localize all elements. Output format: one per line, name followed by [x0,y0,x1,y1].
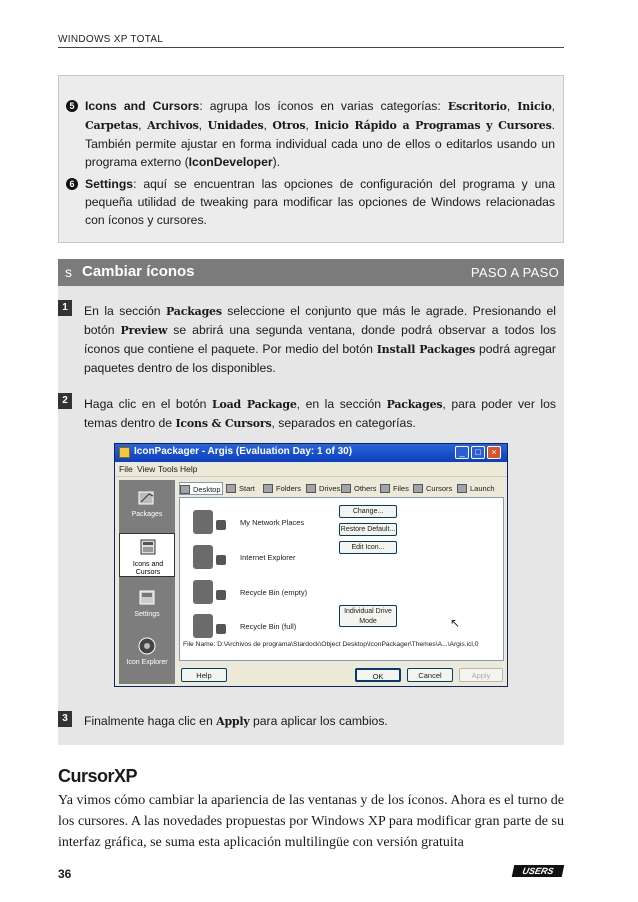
menu-bar [115,462,507,477]
item-number-badge: 6 [66,178,78,190]
recycle-bin-full-small-icon [216,624,226,634]
list-item[interactable]: My Network Places [188,508,338,538]
close-icon[interactable]: × [487,446,501,459]
desktop-icon [180,485,190,494]
nav-packages[interactable]: Packages [119,484,175,528]
change-button[interactable]: Change... [339,505,397,518]
cursor-arrow-icon: ↖ [450,616,461,630]
menu-help[interactable]: Help [180,464,198,474]
cancel-button[interactable]: Cancel [407,668,453,682]
tab-start[interactable]: Start [226,482,255,495]
menu-view[interactable]: View [137,464,156,474]
network-places-small-icon [216,520,226,530]
step-number: 1 [58,300,72,316]
info-item-text: Settings: aquí se encuentran las opciones de configuración del programa y una pequeña utilidad de tweaking para modificar las opciones de Windows relacionadas con íconos y cursores. [85,177,555,227]
list-item[interactable]: Recycle Bin (empty) [188,578,338,608]
individual-drive-mode-button[interactable]: Individual Drive Mode [339,605,397,627]
app-icon [119,447,130,458]
step-tag: PASO A PASO [470,265,559,280]
step-title: Cambiar íconos [82,263,195,280]
step-number: 2 [58,393,72,409]
section-icon: s [65,264,72,280]
page-number: 36 [58,867,72,881]
step-header [58,259,564,286]
menu-file[interactable]: File [119,464,133,474]
item-number-badge: 5 [66,100,78,112]
packages-icon [137,488,157,508]
files-icon [380,484,390,493]
ok-button[interactable]: OK [355,668,401,682]
edit-icon-button[interactable]: Edit Icon... [339,541,397,554]
nav-icons-and-cursors[interactable]: Icons and Cursors [119,533,175,577]
cursors-icon [413,484,423,493]
help-button[interactable]: Help [181,668,227,682]
internet-explorer-icon [193,545,213,569]
step-number: 3 [58,711,72,727]
nav-sidebar [119,480,175,684]
folders-icon [263,484,273,493]
tab-desktop[interactable]: Desktop [179,482,223,495]
body-paragraph: Ya vimos cómo cambiar la apariencia de las ventanas y de los íconos. Ahora es el turno de los cursores. A las novedades propuestas por Windows XP para modificar gran parte de su interfaz gráfica, se suma esta aplicación multilingüe con versión gratuita [58,793,564,850]
info-item-text: Icons and Cursors: agrupa los íconos en varias categorías: Escritorio, Inicio, Carpetas, Archivos, Unidades, Otros, Inicio Rápido a Programas y Cursores. También permite ajustar en forma individual cada uno de ellos o editarlos usando un programa externo (IconDeveloper). [85,99,555,169]
window-title: IconPackager - Argis (Evaluation Day: 1 of 30) [134,446,353,457]
users-logo: USERS [512,865,565,877]
recycle-bin-empty-icon [193,580,213,604]
recycle-bin-empty-small-icon [216,590,226,600]
drives-icon [306,484,316,493]
maximize-icon[interactable]: □ [471,446,485,459]
tab-drives[interactable]: Drives [306,482,340,495]
apply-button[interactable]: Apply [459,668,503,682]
header-rule [58,47,564,48]
step-text: Haga clic en el botón Load Package, en la sección Packages, para poder ver los temas dentro de Icons & Cursors, separados en categorías. [84,397,556,430]
tab-cursors[interactable]: Cursors [413,482,452,495]
minimize-icon[interactable]: _ [455,446,469,459]
nav-settings[interactable]: Settings [119,584,175,628]
icons-and-cursors-icon [138,538,158,558]
list-item[interactable]: Internet Explorer [188,543,338,573]
recycle-bin-full-icon [193,614,213,638]
tab-launch[interactable]: Launch [457,482,495,495]
file-name-path: File Name: D:\Archivos de programa\Stardock\Object Desktop\IconPackager\Themes\A...\Argis.icl,0 [183,641,479,648]
menu-tools[interactable]: Tools [158,464,178,474]
network-places-icon [193,510,213,534]
others-icon [341,484,351,493]
window-titlebar [115,444,507,462]
category-tabs [179,482,505,496]
tab-files[interactable]: Files [380,482,409,495]
restore-default-button[interactable]: Restore Default... [339,523,397,536]
list-item[interactable]: Recycle Bin (full) [188,612,338,642]
nav-icon-explorer[interactable]: Icon Explorer [119,632,175,676]
icons-panel [179,497,504,661]
info-box [58,75,564,243]
icon-explorer-icon [137,636,157,656]
tab-folders[interactable]: Folders [263,482,301,495]
step-text: Finalmente haga clic en Apply para aplicar los cambios. [84,714,388,728]
tab-others[interactable]: Others [341,482,377,495]
internet-explorer-small-icon [216,555,226,565]
start-icon [226,484,236,493]
settings-icon [137,588,157,608]
running-header: WINDOWS XP TOTAL [58,34,164,45]
step-by-step-section [58,259,564,745]
iconpackager-window [114,443,508,687]
step-text: En la sección Packages seleccione el conjunto que más le agrade. Presionando el botón Preview se abrirá una segunda ventana, donde podrá observar a todos los íconos que contiene el paquete. Por medio del botón Install Packages podrá agregar paquetes dentro de los disponibles. [84,304,557,375]
launch-icon [457,484,467,493]
section-heading: CursorXP [58,766,138,786]
